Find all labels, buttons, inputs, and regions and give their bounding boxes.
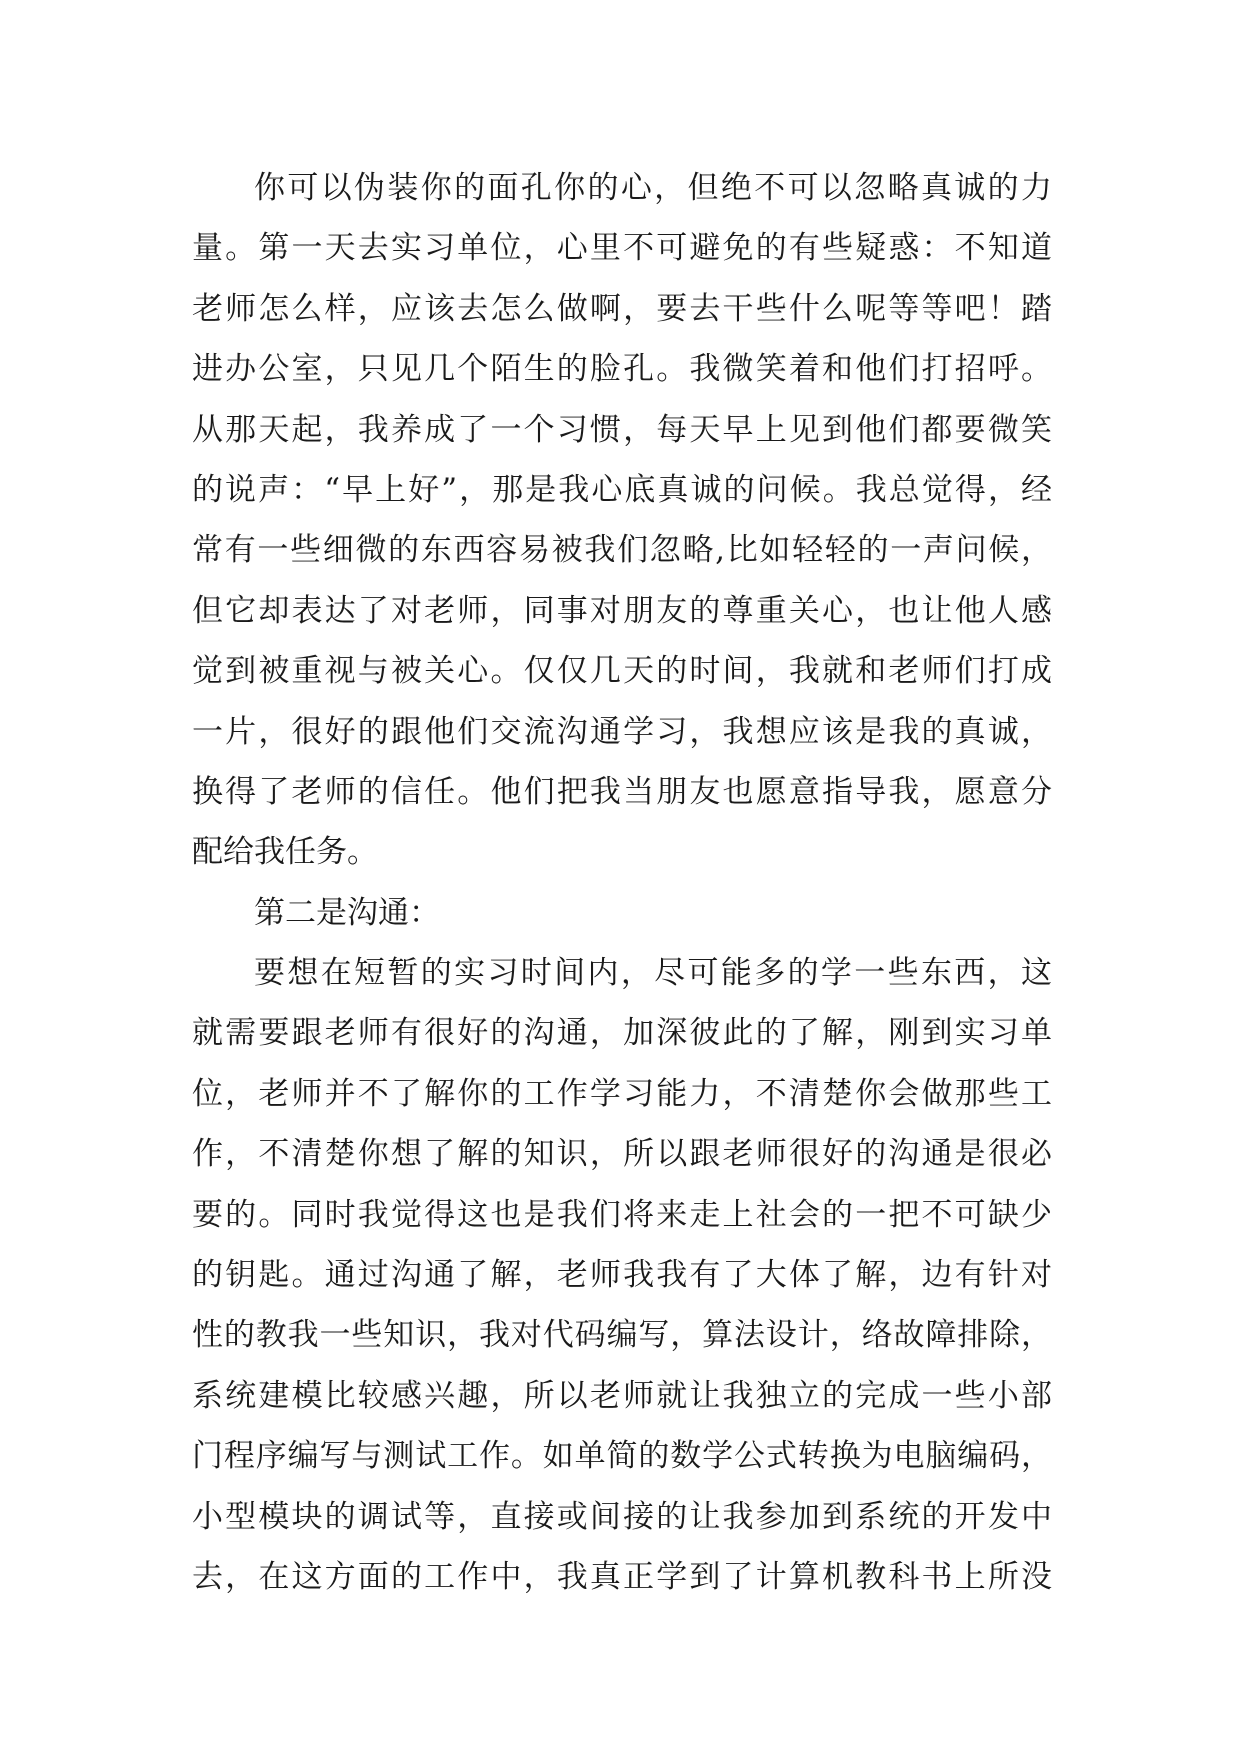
paragraph-line: 小型模块的调试等，直接或间接的让我参加到系统的开发中	[192, 1498, 1052, 1535]
paragraph-line: 从那天起，我养成了一个习惯，每天早上见到他们都要微笑	[192, 411, 1052, 448]
paragraph-line: 但它却表达了对老师，同事对朋友的尊重关心，也让他人感	[192, 592, 1052, 629]
paragraph-line: 性的教我一些知识，我对代码编写，算法设计，络故障排除，	[192, 1317, 1052, 1354]
paragraph-line: 常有一些细微的东西容易被我们忽略,比如轻轻的一声问候，	[192, 532, 1052, 569]
paragraph-line: 门程序编写与测试工作。如单简的数学公式转换为电脑编码，	[192, 1438, 1052, 1475]
paragraph-line: 作，不清楚你想了解的知识，所以跟老师很好的沟通是很必	[192, 1136, 1052, 1173]
paragraph-line: 老师怎么样，应该去怎么做啊，要去干些什么呢等等吧！踏	[192, 290, 1052, 327]
paragraph-line: 配给我任务。	[192, 834, 378, 871]
paragraph-line: 量。第一天去实习单位，心里不可避免的有些疑惑：不知道	[192, 230, 1052, 267]
paragraph-line: 位，老师并不了解你的工作学习能力，不清楚你会做那些工	[192, 1075, 1052, 1112]
paragraph-line: 要想在短暂的实习时间内，尽可能多的学一些东西，这	[254, 955, 1052, 992]
paragraph-line: 一片，很好的跟他们交流沟通学习，我想应该是我的真诚，	[192, 713, 1052, 750]
paragraph-line: 觉到被重视与被关心。仅仅几天的时间，我就和老师们打成	[192, 653, 1052, 690]
paragraph-line: 要的。同时我觉得这也是我们将来走上社会的一把不可缺少	[192, 1196, 1052, 1233]
paragraph-line: 的钥匙。通过沟通了解，老师我我有了大体了解，边有针对	[192, 1257, 1052, 1294]
paragraph-line: 去，在这方面的工作中，我真正学到了计算机教科书上所没	[192, 1558, 1052, 1595]
paragraph-line: 的说声：“早上好”，那是我心底真诚的问候。我总觉得，经	[192, 471, 1052, 508]
paragraph-line: 进办公室，只见几个陌生的脸孔。我微笑着和他们打招呼。	[192, 351, 1052, 388]
paragraph-line: 就需要跟老师有很好的沟通，加深彼此的了解，刚到实习单	[192, 1015, 1052, 1052]
section-heading: 第二是沟通：	[254, 894, 440, 931]
document-body	[192, 158, 1052, 1607]
paragraph-line: 你可以伪装你的面孔你的心，但绝不可以忽略真诚的力	[254, 170, 1052, 206]
paragraph-line: 换得了老师的信任。他们把我当朋友也愿意指导我，愿意分	[192, 773, 1052, 810]
paragraph-line: 系统建模比较感兴趣，所以老师就让我独立的完成一些小部	[192, 1377, 1052, 1414]
